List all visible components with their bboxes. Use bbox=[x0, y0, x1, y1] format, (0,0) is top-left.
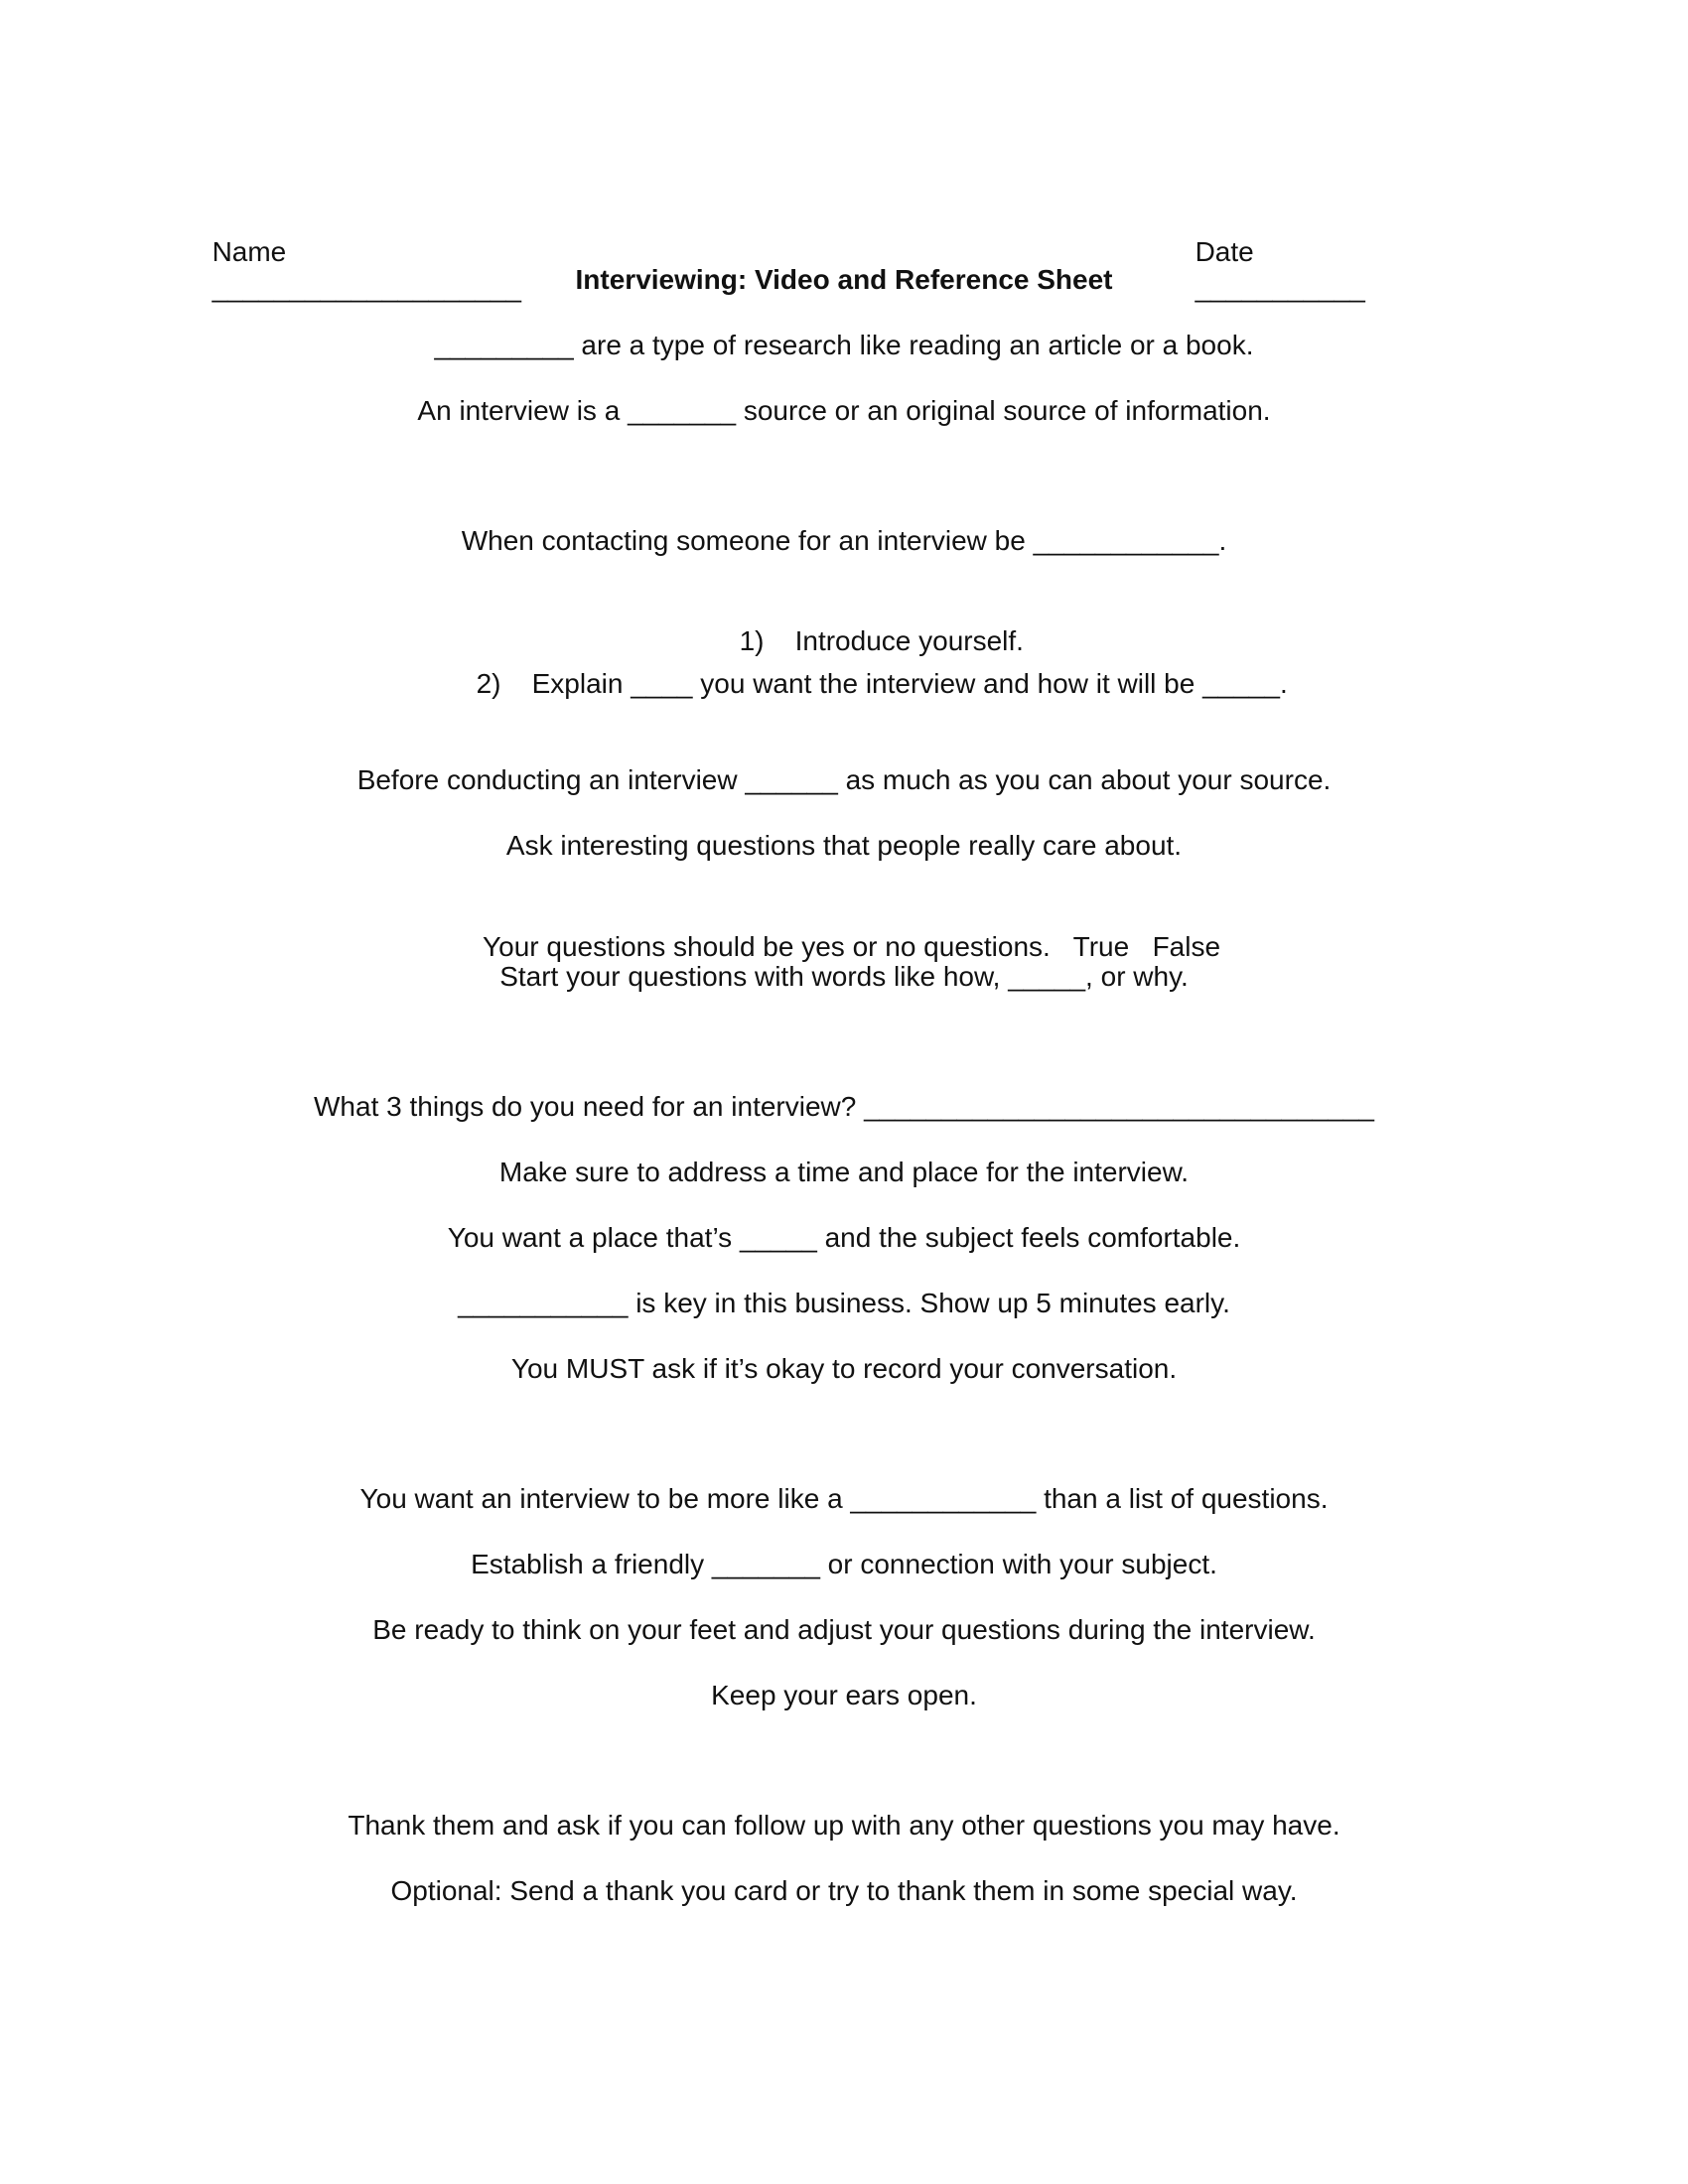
line-thank-them: Thank them and ask if you can follow up with any other questions you may have. bbox=[348, 1810, 1340, 1841]
name-label: Name bbox=[211, 236, 287, 267]
line-conversation: You want an interview to be more like a ____________ than a list of questions. bbox=[359, 1483, 1329, 1514]
line-true-false bbox=[0, 893, 1688, 965]
line-key: ___________ is key in this business. Show up 5 minutes early. bbox=[458, 1288, 1230, 1318]
date-blank: ___________ bbox=[1195, 272, 1365, 303]
list-item bbox=[461, 630, 1288, 702]
list-number: 1) bbox=[739, 625, 765, 656]
name-blank: ____________________ bbox=[211, 272, 522, 303]
line-friendly: Establish a friendly _______ or connection with your subject. bbox=[471, 1549, 1217, 1579]
date-label: Date bbox=[1195, 236, 1254, 267]
line-three-things: What 3 things do you need for an interview? _________________________________ bbox=[314, 1091, 1374, 1122]
line-ask-questions: Ask interesting questions that people really care about. bbox=[505, 830, 1183, 861]
list-text: Explain ____ you want the interview and how it will be _____. bbox=[531, 668, 1288, 699]
line-record: You MUST ask if it’s okay to record your conversation. bbox=[510, 1353, 1178, 1384]
true-false-question: Your questions should be yes or no questions. bbox=[483, 931, 1051, 962]
line-source: An interview is a _______ source or an original source of information. bbox=[417, 395, 1271, 426]
line-before-interview: Before conducting an interview ______ as much as you can about your source. bbox=[356, 764, 1332, 795]
page-title: Interviewing: Video and Reference Sheet bbox=[575, 264, 1113, 295]
list-text: Introduce yourself. bbox=[794, 625, 1024, 656]
line-optional: Optional: Send a thank you card or try to thank them in some special way. bbox=[390, 1875, 1298, 1906]
false-option: False bbox=[1152, 931, 1221, 962]
list-number: 2) bbox=[476, 668, 501, 699]
line-ears-open: Keep your ears open. bbox=[711, 1680, 977, 1710]
line-start-questions: Start your questions with words like how, _____, or why. bbox=[499, 961, 1189, 992]
line-time-place: Make sure to address a time and place for the interview. bbox=[498, 1157, 1190, 1187]
line-research: _________ are a type of research like reading an article or a book. bbox=[434, 330, 1254, 360]
line-contacting: When contacting someone for an interview be ____________. bbox=[461, 525, 1227, 556]
true-option: True bbox=[1072, 931, 1130, 962]
line-think-feet: Be ready to think on your feet and adjust your questions during the interview. bbox=[372, 1614, 1316, 1645]
line-place: You want a place that’s _____ and the subject feels comfortable. bbox=[447, 1222, 1241, 1253]
